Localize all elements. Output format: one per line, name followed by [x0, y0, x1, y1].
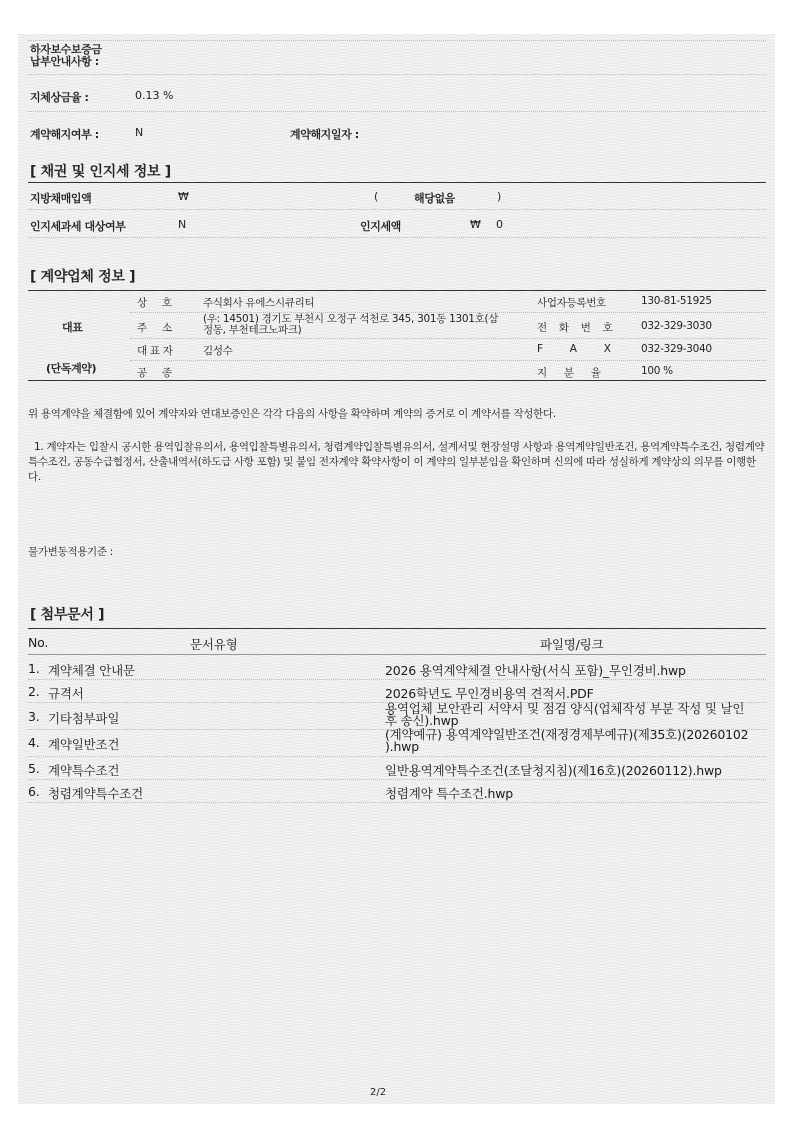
table-row-type: 기타첨부파일 [48, 711, 120, 726]
divider [28, 40, 766, 41]
local-bond-label: 지방채매입액 [30, 192, 92, 205]
attachment-link[interactable]: (계약예규) 용역계약일반조건(재정경제부예규)(제35호)(20260102 ).hwp [385, 727, 749, 754]
table-row-type: 규격서 [48, 686, 84, 701]
section-rule [28, 290, 766, 291]
contract-clause-1: 1. 계약자는 입찰시 공시한 용역입찰유의서, 용역입찰특별유의서, 청렴계약입찰특별유의서, 설계서및 현장설명 사항과 용역계약일반조건, 용역계약특수조건, 청렴계약특수조건, 공동수급협정서, 산출내역서(하도급 사항 포함) 및 붙임 전자계약 확약사항이 이 계약의 일부분임을 확인하며 신의에 따라 성실하게 계약상의 의무를 이행한다. [28, 441, 765, 483]
table-row-type: 계약체결 안내문 [48, 663, 135, 678]
company-name-value: 주식회사 유에스시큐리티 [203, 297, 315, 309]
divider [28, 74, 766, 75]
company-name-label: 상 호 [137, 297, 172, 309]
fax-label: F A X [537, 343, 611, 355]
delay-rate-label: 지체상금율 : [30, 91, 89, 104]
ceo-label: 대 표 자 [137, 345, 173, 357]
paren-open: ( [374, 190, 379, 203]
address-value: (우: 14501) 경기도 부천시 오정구 석천로 345, 301동 1301호(삼 정동, 부천테크노파크) [203, 313, 499, 336]
biz-no-value: 130-81-51925 [641, 295, 712, 307]
table-row-type: 청렴계약특수조건 [48, 786, 144, 801]
section-rule [28, 380, 766, 381]
biz-no-label: 사업자등록번호 [537, 297, 606, 309]
termination-value: N [135, 126, 144, 139]
attachment-link[interactable]: 2026 용역계약체결 안내사항(서식 포함)_무인경비.hwp [385, 663, 686, 678]
divider [28, 679, 766, 680]
stamp-tax-amount-value: 0 [496, 218, 503, 231]
section-rule [28, 182, 766, 183]
stamp-tax-amount-label: 인지세액 [360, 220, 401, 233]
divider [28, 237, 766, 238]
divider [28, 779, 766, 780]
divider [28, 802, 766, 803]
page-number: 2/2 [370, 1087, 387, 1098]
attachment-link[interactable]: 일반용역계약특수조건(조달청지침)(제16호)(20260112).hwp [385, 763, 722, 778]
section-title-attachments: [ 첨부문서 ] [30, 607, 105, 623]
termination-label: 계약해지여부 : [30, 128, 99, 141]
not-applicable-text: 해당없음 [414, 192, 455, 205]
attachment-link[interactable]: 청렴계약 특수조건.hwp [385, 786, 514, 801]
contract-intro-text: 위 용역계약을 체결함에 있어 계약자와 연대보증인은 각각 다음의 사항을 확약하며 계약의 증거로 이 계약서를 작성한다. [28, 408, 556, 420]
divider [28, 756, 766, 757]
table-header-rule [28, 654, 766, 655]
price-change-label: 물가변동적용기준 : [28, 546, 114, 558]
section-rule [28, 628, 766, 629]
share-label: 지 분 율 [537, 367, 601, 379]
section-title-bond-stamp: [ 채권 및 인지세 정보 ] [30, 164, 171, 180]
table-row-no: 2. [28, 684, 40, 699]
phone-label: 전 화 번 호 [537, 322, 613, 334]
attachments-header-no: No. [28, 635, 49, 650]
paren-close: ) [497, 190, 502, 203]
attachment-link[interactable]: 2026학년도 무인경비용역 견적서.PDF [385, 686, 594, 701]
contractor-role-sub-label: (단독계약) [46, 362, 97, 375]
table-row-type: 계약특수조건 [48, 763, 120, 778]
divider [130, 360, 766, 361]
phone-value: 032-329-3030 [641, 320, 712, 332]
business-type-label: 공 종 [137, 367, 172, 379]
termination-date-label: 계약해지일자 : [290, 128, 359, 141]
fax-value: 032-329-3040 [641, 343, 712, 355]
divider [28, 209, 766, 210]
divider [130, 312, 766, 313]
stamp-tax-target-label: 인지세과세 대상여부 [30, 220, 126, 233]
local-bond-currency: ₩ [178, 190, 189, 203]
address-label: 주 소 [137, 322, 172, 334]
table-row-no: 3. [28, 709, 40, 724]
subcontract-bond-label: 하자보수보증금 납부안내사항 : [30, 43, 102, 68]
contractor-role-label: 대표 [62, 321, 83, 334]
table-row-no: 6. [28, 784, 40, 799]
divider [28, 111, 766, 112]
delay-rate-value: 0.13 % [135, 89, 174, 102]
stamp-tax-target-value: N [178, 218, 187, 231]
attachment-link[interactable]: 용역업체 보안관리 서약서 및 점검 양식(업체작성 부분 작성 및 날인 후 송신).hwp [385, 701, 745, 728]
section-title-contractor: [ 계약업체 정보 ] [30, 269, 136, 285]
table-row-no: 1. [28, 661, 40, 676]
attachments-header-file: 파일명/링크 [540, 637, 604, 652]
attachments-header-type: 문서유형 [190, 637, 238, 652]
ceo-value: 김성수 [203, 345, 233, 357]
divider [130, 338, 766, 339]
share-value: 100 % [641, 365, 673, 377]
stamp-tax-currency: ₩ [470, 218, 481, 231]
table-row-no: 4. [28, 735, 40, 750]
document-page [18, 34, 775, 1104]
table-row-type: 계약일반조건 [48, 737, 120, 752]
table-row-no: 5. [28, 761, 40, 776]
